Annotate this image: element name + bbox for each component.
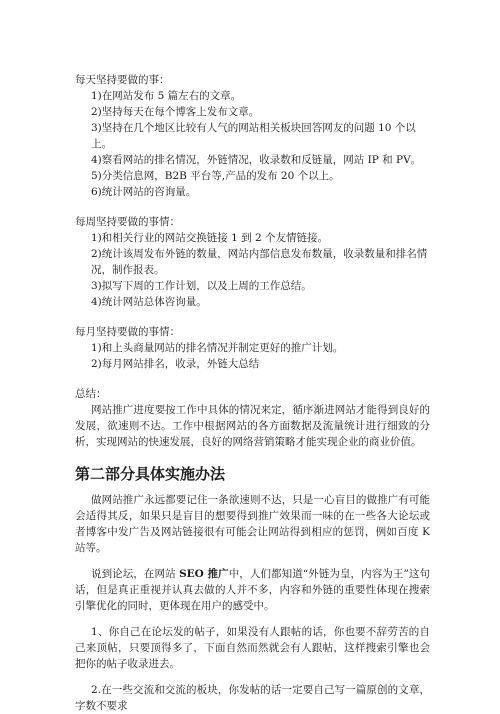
document-body bbox=[75, 72, 430, 714]
weekly-item: 3)拟写下周的工作计划，以及上周的工作总结。 bbox=[91, 280, 312, 292]
paragraph-text: 说到论坛，在网站 bbox=[91, 568, 180, 580]
monthly-item: 2)每月网站排名，收录，外链大总结 bbox=[91, 358, 260, 370]
monthly-item: 1)和上头商量网站的排名情况并制定更好的推广计划。 bbox=[91, 342, 344, 354]
section-heading: 第二部分具体实施办法 bbox=[75, 465, 226, 483]
monthly-title: 每月坚持要做的事情： bbox=[75, 326, 180, 338]
section-paragraph: 1、你自己在论坛发的帖子，如果没有人跟帖的话，你也要不辞劳苦的自己来顶帖，只要顶得多了，下面自然而然就会有人跟帖，这样搜索引擎也会把你的帖子收录进去。 bbox=[75, 626, 430, 670]
bold-keyword: SEO 推广 bbox=[179, 568, 229, 580]
daily-item: 6)统计网站的咨询量。 bbox=[91, 186, 197, 198]
summary-text: 网站推广进度要按工作中具体的情况来定，循序渐进网站才能得到良好的发展，欲速则不达。工作中根据网站的各方面数据及流量统计进行细致的分析，实现网站的快速发展，良好的网络营销策略才能实现企业的商业价值。 bbox=[75, 404, 430, 448]
weekly-item: 4)统计网站总体咨询量。 bbox=[91, 296, 207, 308]
weekly-item: 2)统计该周发布外链的数量，网站内部信息发布数量，收录数量和排名情况，制作报表。 bbox=[91, 248, 428, 276]
section-paragraph bbox=[75, 566, 430, 614]
daily-item: 2)坚持每天在每个博客上发布文章。 bbox=[91, 106, 260, 118]
daily-item: 5)分类信息网，B2B 平台等,产品的发布 20 个以上。 bbox=[91, 170, 340, 182]
daily-item: 1)在网站发布 5 篇左右的文章。 bbox=[91, 90, 242, 102]
paragraph-text: 中，人们都知道“外链为皇，内容为王”这句话，但是真正重视并认真去做的人并不多，内容和外链的重要性体现在搜索引擎优化的同时，更体现在用户的感受中。 bbox=[75, 568, 430, 612]
section-paragraph: 做网站推广永远都要记住一条欲速则不达，只是一心盲目的做推广有可能会适得其反，如果只是盲目的想要得到推广效果而一味的在一些各大论坛或者博客中发广告及网站链接很有可能会让网站得到相应的惩罚，例如百度 K 站等。 bbox=[75, 494, 430, 554]
summary-title: 总结： bbox=[75, 388, 107, 400]
daily-item: 3)坚持在几个地区比较有人气的网站相关板块回答网友的问题 10 个以上。 bbox=[91, 122, 416, 150]
weekly-item: 1)和相关行业的网站交换链接 1 到 2 个友情链接。 bbox=[91, 232, 328, 244]
daily-item: 4)察看网站的排名情况，外链情况，收录数和反链量，网站 IP 和 PV。 bbox=[91, 154, 422, 166]
weekly-title: 每周坚持要做的事情： bbox=[75, 216, 180, 228]
daily-title: 每天坚持要做的事： bbox=[75, 74, 170, 86]
section-paragraph: 2.在一些交流和交流的板块，你发帖的话一定要自己写一篇原创的文章，字数不要求 bbox=[75, 684, 430, 712]
